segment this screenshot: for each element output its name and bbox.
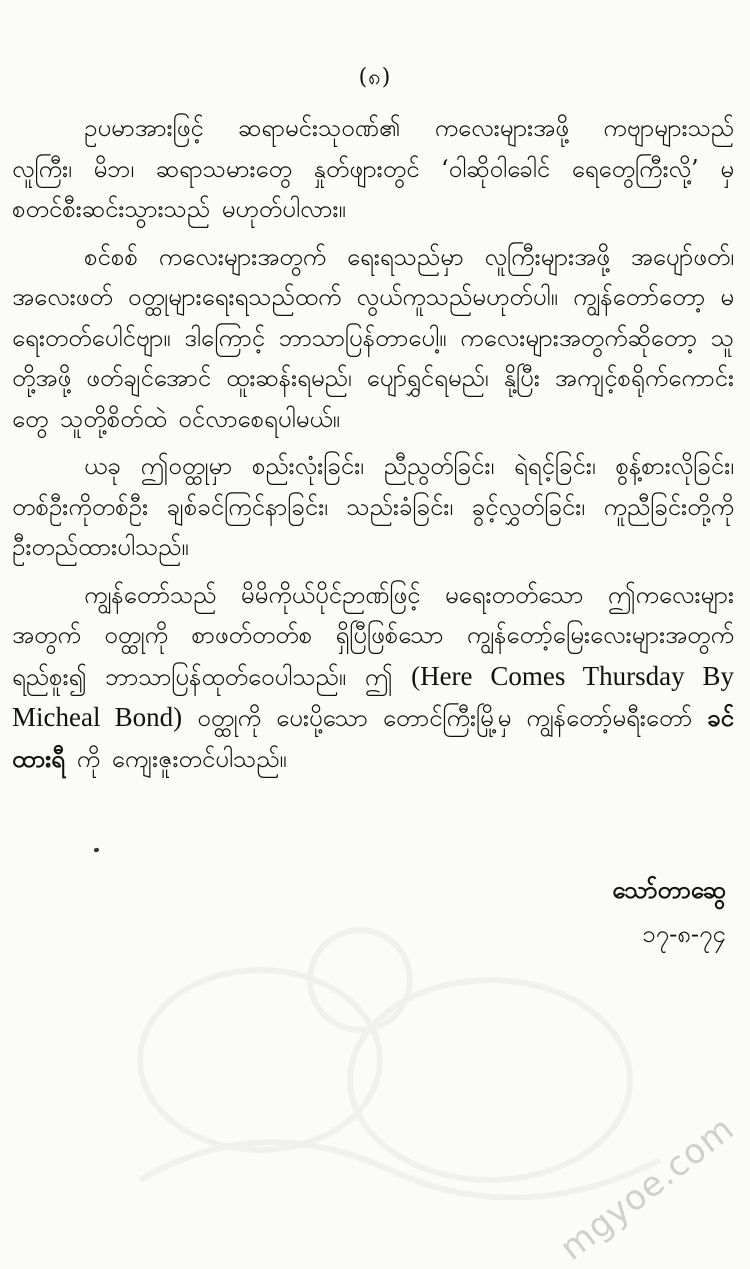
paragraph-4	[12, 575, 734, 780]
paragraph-3: ယခု ဤဝတ္ထုမှာ စည်းလုံးခြင်း၊ ညီညွတ်ခြင်း၊ ရဲရင့်ခြင်း၊ စွန့်စားလိုခြင်း၊ တစ်ဦးကိုတစ်ဦး ချစ်ခင်ကြင်နာခြင်း၊ သည်းခံခြင်း၊ ခွင့်လွှတ်ခြင်း၊ ကူညီခြင်းတို့ကို ဦးတည်ထားပါသည်။	[12, 452, 734, 561]
paragraph-4-text-c: ကို ကျေးဇူးတင်ပါသည်။	[76, 744, 287, 773]
author-name: သော်တာဆွေ	[612, 875, 726, 904]
paragraph-1: ဥပမာအားဖြင့် ဆရာမင်းသုဝဏ်၏ ကလေးများအဖို့ ကဗျာများသည် လူကြီး၊ မိဘ၊ ဆရာသမားတွေ နှုတ်ဖျားတွင် ‘ဝါဆိုဝါခေါင် ရေတွေကြီးလို့’ မှ စတင်စီးဆင်းသွားသည် မဟုတ်ပါလား။	[12, 114, 734, 223]
body-text	[12, 108, 734, 786]
thanked-person-name: ခင်ထားရီ	[12, 703, 734, 773]
ink-speck	[93, 847, 99, 852]
paragraph-4-text-b: ဝတ္ထုကို ပေးပို့သော တောင်ကြီးမြို့မှ ကျွန်တော့်မရီးတော်	[197, 704, 693, 732]
page-number: (၈)	[358, 65, 392, 90]
signature-date: ၁၇-၈-၇၄	[642, 920, 726, 948]
paragraph-2: စင်စစ် ကလေးများအတွက် ရေးရသည်မှာ လူကြီးများအဖို့ အပျော်ဖတ်၊ အလေးဖတ် ဝတ္ထုများရေးရသည်ထက် လွယ်ကူသည်မဟုတ်ပါ။ ကျွန်တော်တော့ မရေးတတ်ပေါင်ဗျာ။ ဒါကြောင့် ဘာသာပြန်တာပေါ့။ ကလေးများအတွက်ဆိုတော့ သူတို့အဖို့ ဖတ်ချင်အောင် ထူးဆန်းရမည်၊ ပျော်ရွှင်ရမည်၊ နို့ပြီး အကျင့်စရိုက်ကောင်းတွေ သူတို့စိတ်ထဲ ဝင်လာစေရပါမယ်။	[12, 242, 734, 433]
signature-block	[612, 868, 726, 956]
paragraph-4-text-a: ကျွန်တော်သည် မိမိကိုယ်ပိုင်ဉာဏ်ဖြင့် မရေးတတ်သော ဤကလေးများအတွက် ဝတ္ထုကို စာဖတ်တတ်စ ရှိပြီဖြစ်သော ကျွန်တော့်မြေးလေးများအတွက် ရည်စူး၍ ဘာသာပြန်ထုတ်ဝေပါသည်။ ဤ	[12, 580, 734, 691]
watermark: mgyoe.com	[552, 1108, 742, 1269]
original-title-reference: (Here Comes Thursday By Micheal Bond)	[12, 660, 734, 732]
